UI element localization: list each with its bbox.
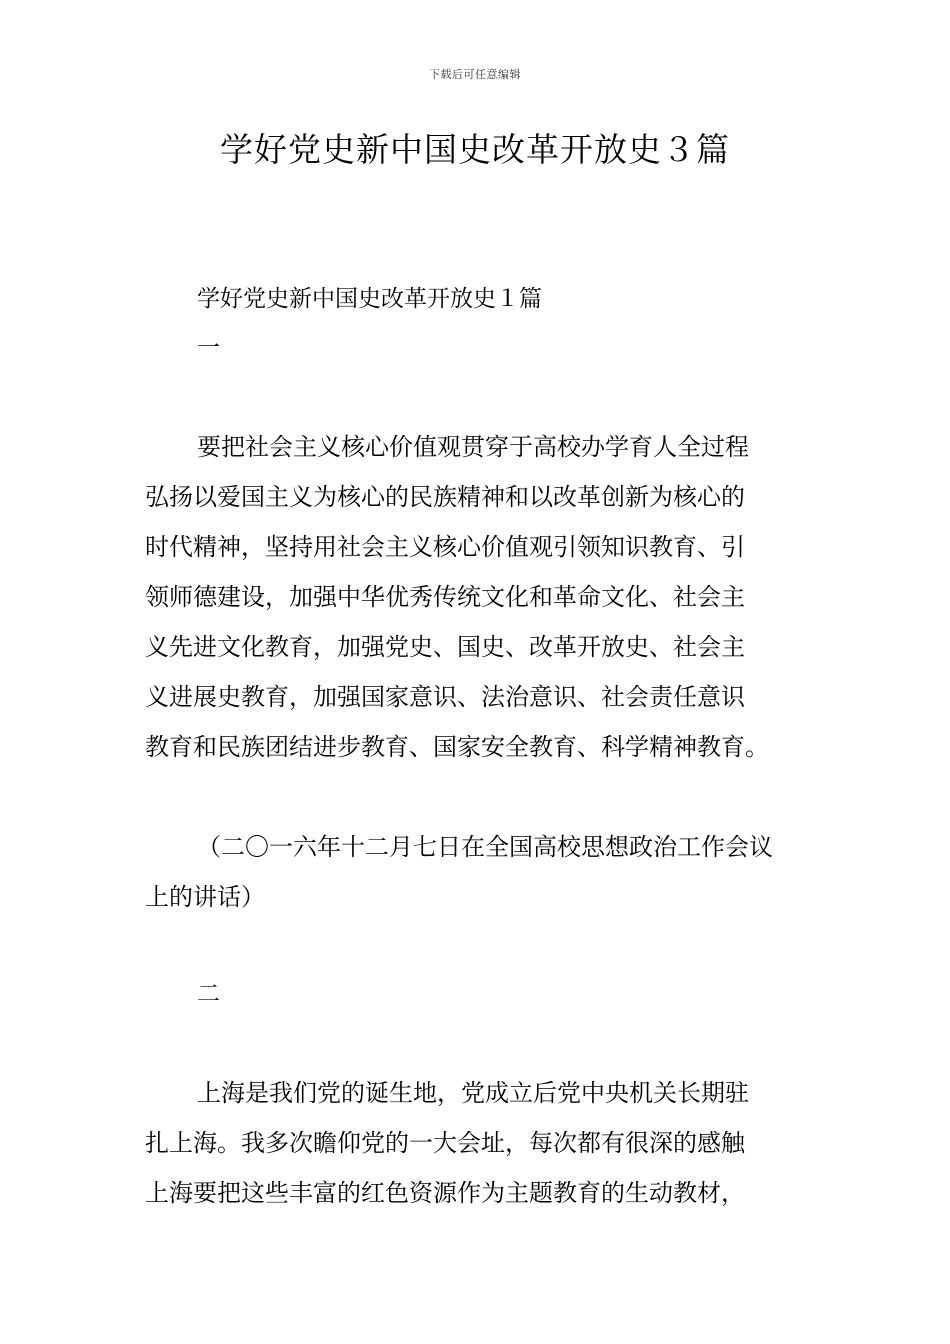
- paragraph-line: 义先进文化教育，加强党史、国史、改革开放史、社会主: [145, 633, 745, 661]
- header-note: 下载后可任意编辑: [429, 68, 521, 81]
- paragraph-line: 义进展史教育，加强国家意识、法治意识、社会责任意识: [145, 683, 745, 711]
- paragraph-line: 上海是我们党的诞生地，党成立后党中央机关长期驻: [197, 1079, 749, 1107]
- section-marker-one: 一: [197, 335, 220, 361]
- paragraph-line: 要把社会主义核心价值观贯穿于高校办学育人全过程: [197, 433, 749, 461]
- document-title: 学好党史新中国史改革开放史３篇: [220, 130, 730, 169]
- paragraph-core-values: [145, 422, 815, 772]
- paragraph-speech-source: [145, 822, 815, 922]
- paragraph-line: 领师德建设，加强中华优秀传统文化和革命文化、社会主: [145, 583, 745, 611]
- paragraph-shanghai: [145, 1068, 815, 1218]
- section-marker-two: 二: [197, 981, 220, 1007]
- paragraph-line: 时代精神，坚持用社会主义核心价值观引领知识教育、引: [145, 533, 745, 561]
- paragraph-line: （二〇一六年十二月七日在全国高校思想政治工作会议: [197, 833, 773, 861]
- paragraph-line: 教育和民族团结进步教育、国家安全教育、科学精神教育。: [145, 733, 769, 761]
- paragraph-line: 上海要把这些丰富的红色资源作为主题教育的生动教材，: [145, 1179, 745, 1207]
- section-title: 学好党史新中国史改革开放史１篇: [197, 286, 542, 312]
- paragraph-line: 弘扬以爱国主义为核心的民族精神和以改革创新为核心的: [145, 483, 745, 511]
- paragraph-line: 上的讲话）: [145, 883, 265, 911]
- paragraph-line: 扎上海。我多次瞻仰党的一大会址，每次都有很深的感触: [145, 1129, 745, 1157]
